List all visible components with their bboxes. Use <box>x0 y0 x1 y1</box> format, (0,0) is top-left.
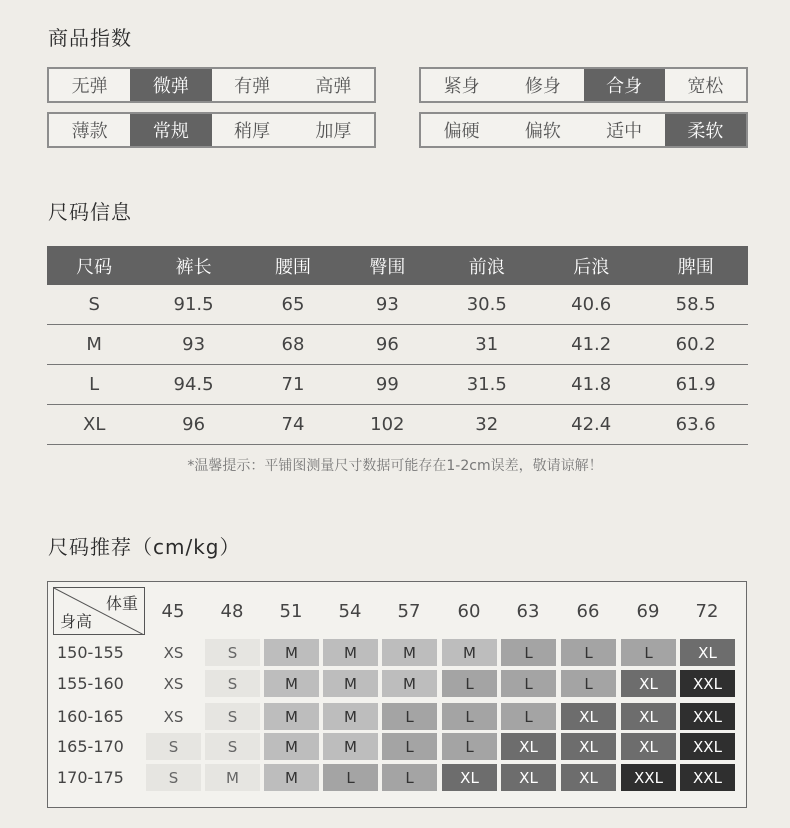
table-header-cell: 尺码 <box>47 246 141 285</box>
table-cell: 65 <box>246 285 340 325</box>
table-cell: 96 <box>141 405 245 445</box>
index-cell: 有弹 <box>234 76 271 97</box>
height-header: 155-160 <box>57 674 124 693</box>
index-cell: 柔软 <box>665 114 746 146</box>
softness-index <box>419 112 748 148</box>
size-cell: M <box>264 764 319 791</box>
height-header: 165-170 <box>57 737 124 756</box>
index-cell: 偏软 <box>524 121 561 142</box>
index-cell: 适中 <box>606 121 643 142</box>
size-cell: S <box>146 764 201 791</box>
table-cell: 58.5 <box>643 285 748 325</box>
size-cell: S <box>205 670 260 697</box>
size-cell: M <box>323 670 378 697</box>
size-cell: M <box>323 733 378 760</box>
index-cell: 合身 <box>584 69 665 101</box>
weight-header: 69 <box>636 601 660 622</box>
table-cell: 30.5 <box>435 285 539 325</box>
weight-header: 51 <box>279 601 303 622</box>
size-cell: L <box>382 764 437 791</box>
index-cell: 偏硬 <box>443 121 480 142</box>
size-cell: XL <box>621 703 676 730</box>
table-cell: 99 <box>340 365 434 405</box>
size-cell: M <box>323 703 378 730</box>
table-header-cell: 前浪 <box>435 246 539 285</box>
index-cell: 常规 <box>130 114 211 146</box>
table-row <box>47 405 748 445</box>
size-cell: S <box>205 733 260 760</box>
measurement-note: *温馨提示：平铺图测量尺寸数据可能存在1-2cm误差，敬请谅解！ <box>187 458 603 474</box>
size-cell: M <box>442 639 497 666</box>
table-cell: 93 <box>141 325 245 365</box>
size-cell: XS <box>163 674 184 693</box>
size-cell: M <box>382 670 437 697</box>
table-cell: 31.5 <box>435 365 539 405</box>
index-cell: 宽松 <box>687 76 724 97</box>
table-cell: 41.2 <box>539 325 643 365</box>
table-cell: 32 <box>435 405 539 445</box>
size-cell: M <box>264 639 319 666</box>
table-cell: 96 <box>340 325 434 365</box>
size-cell: L <box>442 733 497 760</box>
table-cell: XL <box>47 405 141 445</box>
table-row <box>47 285 748 325</box>
size-cell: M <box>264 703 319 730</box>
table-cell: 61.9 <box>643 365 748 405</box>
size-cell: XL <box>621 670 676 697</box>
size-info-title: 尺码信息 <box>48 200 132 224</box>
size-cell: M <box>205 764 260 791</box>
stretch-index <box>47 67 376 103</box>
table-cell: 40.6 <box>539 285 643 325</box>
size-cell: L <box>442 670 497 697</box>
corner-header <box>53 587 145 635</box>
table-cell: 71 <box>246 365 340 405</box>
weight-header: 72 <box>695 601 719 622</box>
table-cell: 41.8 <box>539 365 643 405</box>
index-cell: 紧身 <box>443 76 480 97</box>
table-header-cell: 腰围 <box>246 246 340 285</box>
size-cell: L <box>501 703 556 730</box>
weight-label: 体重 <box>105 594 138 613</box>
size-cell: L <box>561 670 616 697</box>
table-row <box>47 325 748 365</box>
height-label: 身高 <box>60 612 93 631</box>
table-cell: S <box>47 285 141 325</box>
table-cell: 68 <box>246 325 340 365</box>
weight-header: 60 <box>457 601 481 622</box>
size-recommend-grid <box>47 581 747 808</box>
index-cell: 稍厚 <box>234 121 271 142</box>
size-cell: M <box>264 670 319 697</box>
size-cell: L <box>621 639 676 666</box>
table-row <box>47 365 748 405</box>
table-cell: 60.2 <box>643 325 748 365</box>
weight-header: 63 <box>516 601 540 622</box>
size-cell: XL <box>680 639 735 666</box>
height-header: 170-175 <box>57 768 124 787</box>
index-title: 商品指数 <box>48 26 132 50</box>
size-cell: XXL <box>621 764 676 791</box>
size-cell: XL <box>442 764 497 791</box>
size-cell: XL <box>561 733 616 760</box>
table-cell: 31 <box>435 325 539 365</box>
table-cell: 42.4 <box>539 405 643 445</box>
size-cell: XL <box>621 733 676 760</box>
table-cell: 94.5 <box>141 365 245 405</box>
index-cell: 微弹 <box>130 69 211 101</box>
table-cell: 93 <box>340 285 434 325</box>
table-header-cell: 后浪 <box>539 246 643 285</box>
table-header-row <box>47 246 748 285</box>
weight-header: 54 <box>338 601 362 622</box>
thickness-index <box>47 112 376 148</box>
weight-header: 57 <box>397 601 421 622</box>
size-cell: S <box>146 733 201 760</box>
size-cell: XS <box>163 643 184 662</box>
size-cell: M <box>323 639 378 666</box>
size-cell: M <box>382 639 437 666</box>
size-cell: M <box>264 733 319 760</box>
table-header-cell: 裤长 <box>141 246 245 285</box>
index-cell: 无弹 <box>71 76 108 97</box>
weight-header: 66 <box>576 601 600 622</box>
recommend-title: 尺码推荐（cm/kg） <box>48 535 241 559</box>
table-cell: M <box>47 325 141 365</box>
index-cell: 高弹 <box>315 76 352 97</box>
size-cell: S <box>205 639 260 666</box>
fit-index <box>419 67 748 103</box>
size-cell: L <box>323 764 378 791</box>
size-cell: XL <box>501 733 556 760</box>
size-cell: XXL <box>680 764 735 791</box>
size-cell: XXL <box>680 670 735 697</box>
size-cell: L <box>561 639 616 666</box>
table-cell: L <box>47 365 141 405</box>
table-header-cell: 臀围 <box>340 246 434 285</box>
size-cell: L <box>501 639 556 666</box>
size-cell: L <box>382 733 437 760</box>
size-cell: XXL <box>680 703 735 730</box>
size-cell: XL <box>561 764 616 791</box>
size-cell: S <box>205 703 260 730</box>
size-cell: L <box>442 703 497 730</box>
size-cell: XL <box>501 764 556 791</box>
size-cell: XXL <box>680 733 735 760</box>
table-cell: 91.5 <box>141 285 245 325</box>
table-cell: 74 <box>246 405 340 445</box>
table-cell: 102 <box>340 405 434 445</box>
size-cell: L <box>382 703 437 730</box>
size-cell: XL <box>561 703 616 730</box>
weight-header: 45 <box>161 601 185 622</box>
table-header-cell: 脾围 <box>643 246 748 285</box>
index-cell: 修身 <box>524 76 561 97</box>
index-cell: 薄款 <box>71 121 108 142</box>
height-header: 150-155 <box>57 643 124 662</box>
size-table <box>47 246 748 445</box>
height-header: 160-165 <box>57 707 124 726</box>
size-cell: L <box>501 670 556 697</box>
table-cell: 63.6 <box>643 405 748 445</box>
index-cell: 加厚 <box>315 121 352 142</box>
size-cell: XS <box>163 707 184 726</box>
weight-header: 48 <box>220 601 244 622</box>
